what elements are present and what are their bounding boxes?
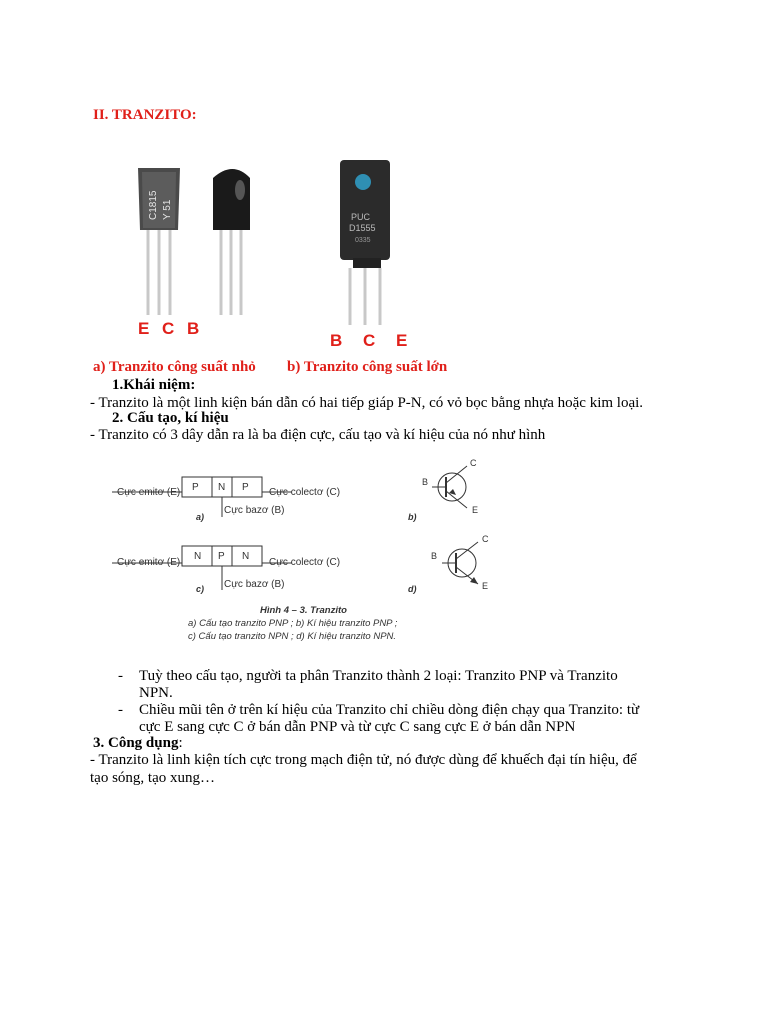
marking-y51: Y 51 bbox=[162, 199, 173, 220]
npn-symbol-e: E bbox=[482, 581, 489, 591]
section1-text: - Tranzito là một linh kiện bán dẫn có hai tiếp giáp P-N, có vỏ bọc bằng nhựa hoặc kim loại. bbox=[90, 395, 644, 411]
small-transistor-flat bbox=[138, 168, 180, 315]
small-transistor-round bbox=[213, 169, 250, 315]
npn-symbol-c: C bbox=[482, 534, 489, 544]
marking-d1555: D1555 bbox=[349, 223, 376, 233]
diagram-label-a: a) bbox=[196, 512, 205, 522]
diagram-label-c: c) bbox=[196, 584, 205, 594]
pnp-symbol bbox=[408, 458, 478, 522]
bullet-dash-2: - bbox=[118, 702, 123, 718]
section3-line-2: tạo sóng, tạo xung… bbox=[90, 770, 215, 786]
transistor-diagram bbox=[112, 452, 512, 647]
marking-puc: PUC bbox=[351, 212, 371, 222]
section3-colon: : bbox=[178, 735, 183, 751]
npn-symbol-b: B bbox=[431, 551, 438, 561]
pnp-symbol-b: B bbox=[422, 477, 429, 487]
figure-title: Hình 4 – 3. Tranzito bbox=[260, 605, 347, 616]
bullet-1-line-1: Tuỳ theo cấu tạo, người ta phân Tranzito thành 2 loại: Tranzito PNP và Tranzito bbox=[139, 668, 618, 684]
bullet-2-line-2: cực E sang cực C ở bán dẫn PNP và từ cực C sang cực E ở bán dẫn NPN bbox=[139, 719, 576, 735]
bullet-2-line-1: Chiều mũi tên ở trên kí hiệu của Tranzito chỉ chiều dòng điện chạy qua Tranzito: từ bbox=[139, 702, 640, 718]
section2-title: 2. Cấu tạo, kí hiệu bbox=[112, 410, 229, 426]
diagram-label-b: b) bbox=[408, 512, 417, 522]
bullet-1-line-2: NPN. bbox=[139, 685, 173, 701]
npn-structure bbox=[112, 546, 340, 594]
power-pins-label: B C E bbox=[330, 331, 416, 350]
caption-small-power: a) Tranzito công suất nhỏ bbox=[93, 359, 256, 375]
pnp-layer-1: P bbox=[192, 482, 199, 493]
npn-symbol bbox=[408, 534, 489, 594]
pnp-collector-label: Cực colectơ (C) bbox=[269, 487, 341, 498]
pnp-symbol-c: C bbox=[470, 458, 477, 468]
caption-large-power: b) Tranzito công suất lớn bbox=[287, 359, 448, 375]
small-pins-label: E C B bbox=[138, 319, 204, 338]
power-transistor bbox=[340, 160, 390, 325]
section3-title: 3. Công dụng bbox=[93, 735, 179, 751]
pnp-emitter-label: Cực emitơ (E) bbox=[117, 487, 181, 498]
figure-line-2: c) Cấu tạo tranzito NPN ; d) Kí hiệu tranzito NPN. bbox=[188, 631, 397, 642]
npn-collector-label: Cực colectơ (C) bbox=[269, 557, 341, 568]
pnp-base-label: Cực bazơ (B) bbox=[224, 505, 285, 516]
npn-layer-1: N bbox=[194, 551, 202, 562]
bullet-dash-1: - bbox=[118, 668, 123, 684]
npn-emitter-label: Cực emitơ (E) bbox=[117, 557, 181, 568]
npn-layer-3: N bbox=[242, 551, 250, 562]
pnp-structure bbox=[112, 477, 340, 522]
marking-c1815: C1815 bbox=[148, 190, 159, 220]
section3-title-row bbox=[93, 734, 183, 752]
diagram-label-d: d) bbox=[408, 584, 417, 594]
section2-text: - Tranzito có 3 dây dẫn ra là ba điện cực, cấu tạo và kí hiệu của nó như hình bbox=[90, 427, 546, 443]
pnp-layer-3: P bbox=[242, 482, 249, 493]
section1-title: 1.Khái niệm: bbox=[112, 377, 196, 393]
marking-0335: 0335 bbox=[355, 237, 371, 244]
npn-layer-2: P bbox=[218, 551, 225, 562]
npn-base-label: Cực bazơ (B) bbox=[224, 579, 285, 590]
transistor-photo bbox=[118, 150, 418, 350]
section-heading: II. TRANZITO: bbox=[93, 107, 197, 123]
pnp-symbol-e: E bbox=[472, 505, 479, 515]
pnp-layer-2: N bbox=[218, 482, 226, 493]
section3-line-1: - Tranzito là linh kiện tích cực trong mạch điện tử, nó được dùng để khuếch đại tín hiệu, để bbox=[90, 752, 637, 768]
figure-line-1: a) Cấu tạo tranzito PNP ; b) Kí hiệu tranzito PNP ; bbox=[188, 618, 398, 629]
